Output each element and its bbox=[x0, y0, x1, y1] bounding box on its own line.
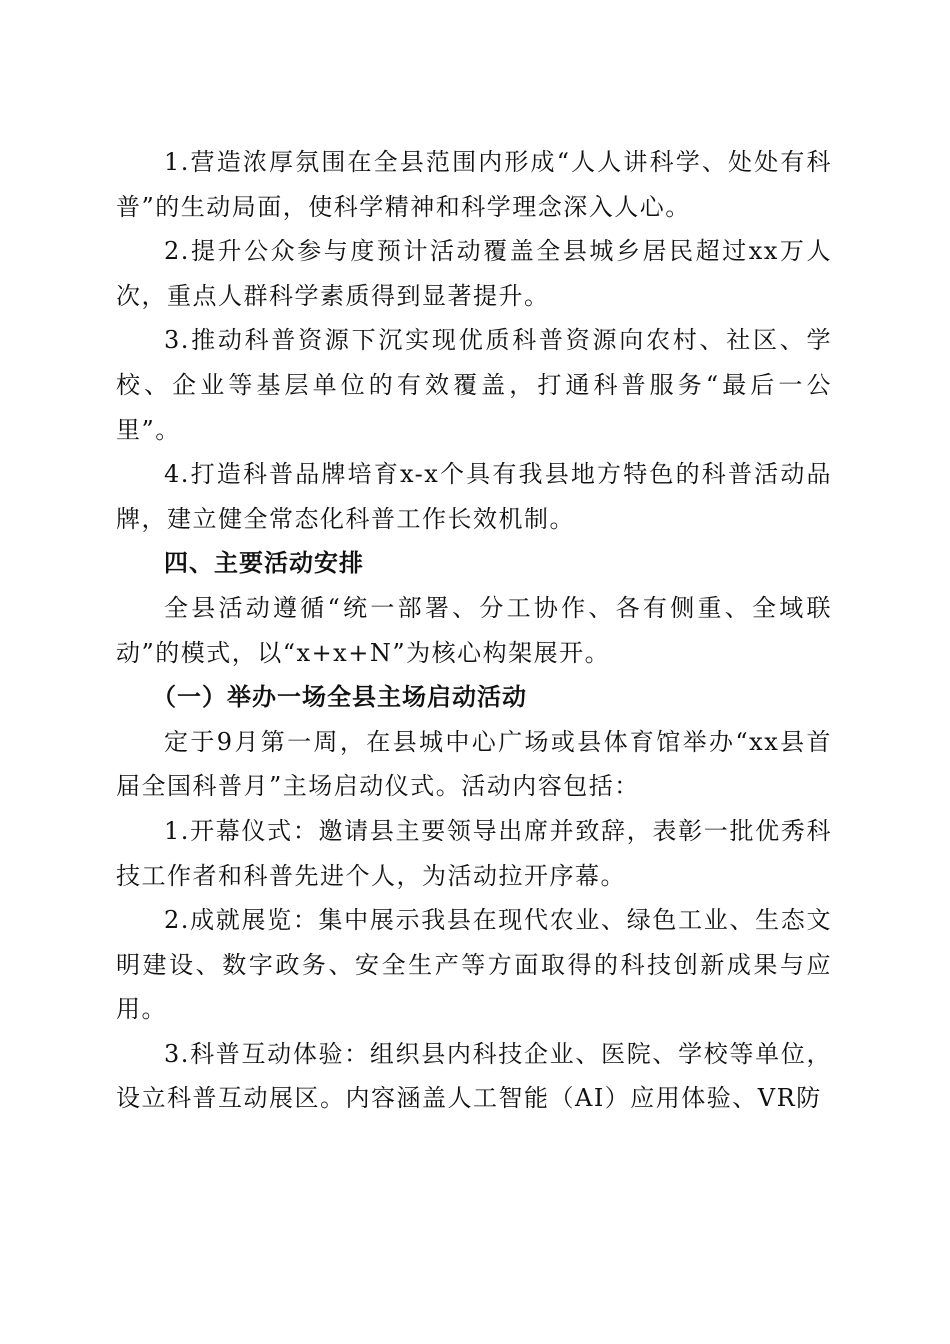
section-heading: 四、主要活动安排 bbox=[164, 549, 364, 578]
section-intro-paragraph: 全县活动遵循“统一部署、分工协作、各有侧重、全域联动”的模式，以“x+x+N”为核心构架展开。 bbox=[116, 593, 832, 667]
activity-item-1: 1.开幕仪式：邀请县主要领导出席并致辞，表彰一批优秀科技工作者和科普先进个人，为活动拉开序幕。 bbox=[116, 816, 832, 890]
document-body bbox=[116, 140, 832, 1121]
subsection-heading: （一）举办一场全县主场启动活动 bbox=[152, 682, 527, 712]
goal-paragraph-3: 3.推动科普资源下沉实现优质科普资源向农村、社区、学校、企业等基层单位的有效覆盖，打通科普服务“最后一公里”。 bbox=[116, 326, 832, 444]
goal-paragraph-2: 2.提升公众参与度预计活动覆盖全县城乡居民超过xx万人次，重点人群科学素质得到显著提升。 bbox=[116, 237, 832, 310]
activity-intro-paragraph: 定于9月第一周，在县城中心广场或县体育馆举办“xx县首届全国科普月”主场启动仪式。活动内容包括： bbox=[116, 727, 832, 801]
goal-paragraph-4: 4.打造科普品牌培育x-x个具有我县地方特色的科普活动品牌，建立健全常态化科普工作长效机制。 bbox=[116, 460, 832, 533]
activity-item-2: 2.成就展览：集中展示我县在现代农业、绿色工业、生态文明建设、数字政务、安全生产等方面取得的科技创新成果与应用。 bbox=[116, 906, 832, 1024]
goal-paragraph-1: 1.营造浓厚氛围在全县范围内形成“人人讲科学、处处有科普”的生动局面，使科学精神和科学理念深入人心。 bbox=[116, 148, 832, 221]
activity-item-3: 3.科普互动体验：组织县内科技企业、医院、学校等单位，设立科普互动展区。内容涵盖人工智能（AI）应用体验、VR防 bbox=[116, 1039, 832, 1113]
